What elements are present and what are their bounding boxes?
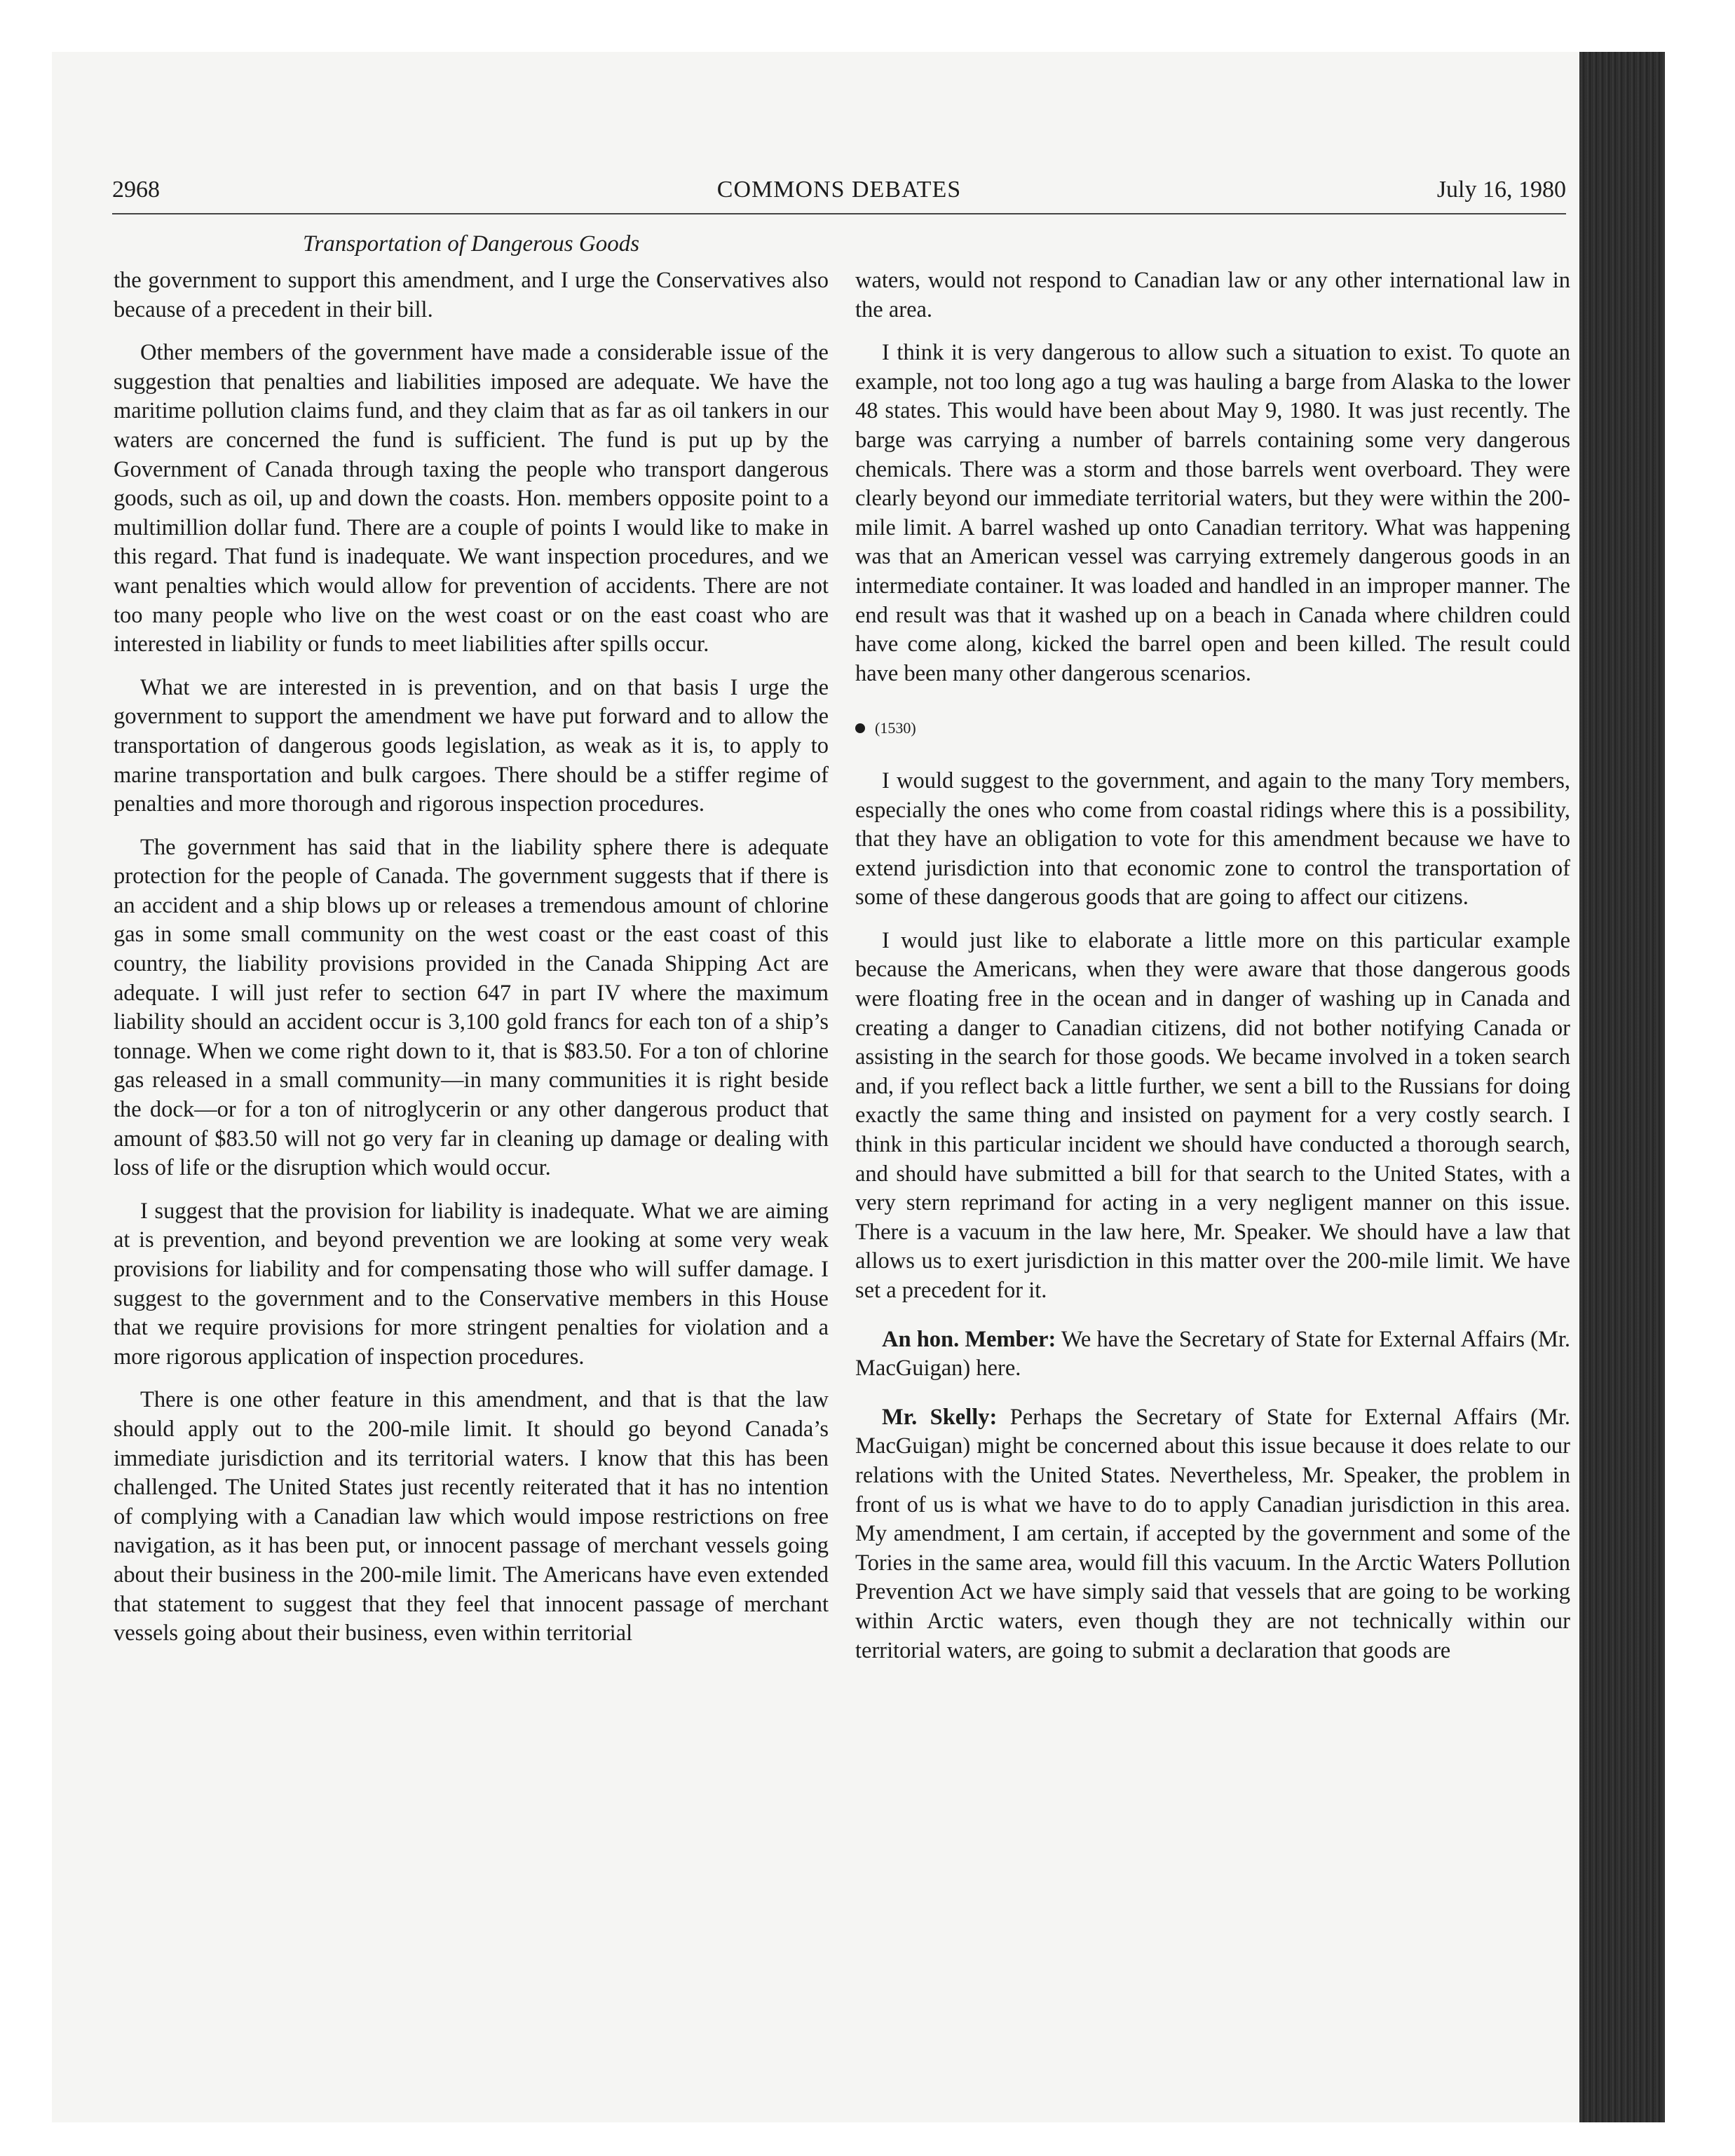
paragraph: I would suggest to the government, and again to the many Tory members, especially the ones who come from coastal ridings where this is a possibility, that they have an obligation to vote for this amendment because we have to extend jurisdiction into that economic zone to control the transportation of some of these dangerous goods that are going to affect our citizens. — [855, 767, 1570, 910]
paragraph: I suggest that the provision for liability is inadequate. What we are aiming at is prevention, and beyond prevention we are looking at some very weak provisions for liability and for compensating those who will suffer damage. I suggest to the government and to the Conservative members in this House that we require provisions for more stringent penalties for violation and a more rigorous application of inspection procedures. — [114, 1198, 829, 1370]
paragraph: What we are interested in is prevention, and on that basis I urge the government to support the amendment we have put forward and to allow the transportation of dangerous goods legislation, as weak as it is, to apply to marine transportation and bulk cargoes. There should be a stiffer regime of penalties and more thorough and rigorous inspection procedures. — [114, 674, 829, 817]
page-header — [112, 174, 1566, 214]
paragraph: I think it is very dangerous to allow such a situation to exist. To quote an example, not too long ago a tug was hauling a barge from Alaska to the lower 48 states. This would have been about May 9, 1980. It was just recently. The barge was carrying a number of barrels containing some very dangerous chemicals. There was a storm and those barrels went overboard. They were clearly beyond our immediate territorial waters, but they were within the 200-mile limit. A barrel washed up onto Canadian territory. What was happening was that an American vessel was carrying extremely dangerous goods in an intermediate container. It was loaded and handled in an improper manner. The end result was that it washed up on a beach in Canada where children could have come along, kicked the barrel open and been killed. The result could have been many other dangerous scenarios. — [855, 340, 1570, 686]
time-marker — [855, 714, 1570, 743]
speaker-name: Mr. Skelly: — [882, 1404, 998, 1430]
publication-date: July 16, 1980 — [1436, 177, 1566, 203]
speaker-name: An hon. Member: — [882, 1326, 1056, 1352]
section-subheading: Transportation of Dangerous Goods — [302, 231, 640, 257]
speech-text: We have the Secretary of State for External Affairs (Mr. MacGuigan) here. — [855, 1326, 1570, 1381]
paragraph: the government to support this amendment, and I urge the Conservatives also because of a precedent in their bill. — [114, 268, 829, 322]
page-number: 2968 — [112, 177, 160, 203]
speech-text: Perhaps the Secretary of State for External Affairs (Mr. MacGuigan) might be concerned about this issue because it does relate to our relations with the United States. Nevertheless, Mr. Speaker, the problem in front of us is what we have to do to apply Canadian jurisdiction in this area. My amendment, I am certain, if accepted by the government and some of the Tories in the same area, would fill this vacuum. In the Arctic Waters Pollution Prevention Act we have simply said that vessels that are going to be working within Arctic waters, even though they are not technically within our territorial waters, are going to submit a declaration that goods are — [855, 1404, 1571, 1663]
left-column — [114, 266, 829, 1663]
paragraph: There is one other feature in this amendment, and that is that the law should apply out to the 200-mile limit. It should go beyond Canada’s immediate jurisdiction and its territorial waters. I know that this has been challenged. The United States just recently reiterated that it has no intention of complying with a Canadian law which would impose restrictions on free navigation, as it has been put, or innocent passage of merchant vessels going about their business in the 200-mile limit. The Americans have even extended that statement to suggest that they feel that innocent passage of merchant vessels going about their business, even within territorial — [114, 1387, 829, 1646]
paragraph: Other members of the government have made a considerable issue of the suggestion that penalties and liabilities imposed are adequate. We have the maritime pollution claims fund, and they claim that as far as oil tankers in our waters are concerned the fund is sufficient. The fund is put up by the Government of Canada through taxing the people who transport dangerous goods, such as oil, up and down the coasts. Hon. members opposite point to a multimillion dollar fund. There are a couple of points I would like to make in this regard. That fund is inadequate. We want inspection procedures, and we want penalties which would allow for prevention of accidents. There are not too many people who live on the west coast or on the east coast who are interested in liability or funds to meet liabilities after spills occur. — [114, 340, 829, 657]
binding-edge — [1579, 52, 1665, 2122]
paragraph: I would just like to elaborate a little more on this particular example because the Americans, when they were aware that those dangerous goods were floating free in the ocean and in danger of washing up in Canada and creating a danger to Canadian citizens, did not bother notifying Canada or assisting in the search for those goods. We became involved in a token search and, if you reflect back a little further, we sent a bill to the Russians for doing exactly the same thing and insisted on payment for a very costly search. I think in this particular incident we should have conducted a thorough search, and should have submitted a bill for that search to the United States, with a very stern reprimand for acting in a very negligent manner on this issue. There is a vacuum in the law here, Mr. Speaker. We should have a law that allows us to exert jurisdiction in this matter over the 200-mile limit. We have set a precedent for it. — [855, 927, 1570, 1303]
reply-paragraph — [855, 1403, 1570, 1665]
paragraph: waters, would not respond to Canadian law or any other international law in the area. — [855, 268, 1570, 322]
publication-title: COMMONS DEBATES — [716, 177, 962, 203]
time-marker-label: (1530) — [875, 719, 916, 737]
paragraph: The government has said that in the liability sphere there is adequate protection for the people of Canada. The government suggests that if there is an accident and a ship blows up or releases a tremendous amount of chlorine gas in some small community on the west coast or the east coast of this country, the liability provisions provided in the Canada Shipping Act are adequate. I will just refer to section 647 in part IV where the maximum liability should an accident occur is 3,100 gold francs for each ton of a ship’s tonnage. When we come right down to it, that is $83.50. For a ton of chlorine gas released in a small community—in many communities it is right beside the dock—or for a ton of nitroglycerin or any other dangerous product that amount of $83.50 will not go very far in cleaning up damage or dealing with loss of life or the disruption which would occur. — [114, 834, 829, 1181]
interjection-paragraph — [855, 1325, 1570, 1384]
right-column — [855, 266, 1570, 1679]
bullet-icon — [855, 723, 865, 733]
